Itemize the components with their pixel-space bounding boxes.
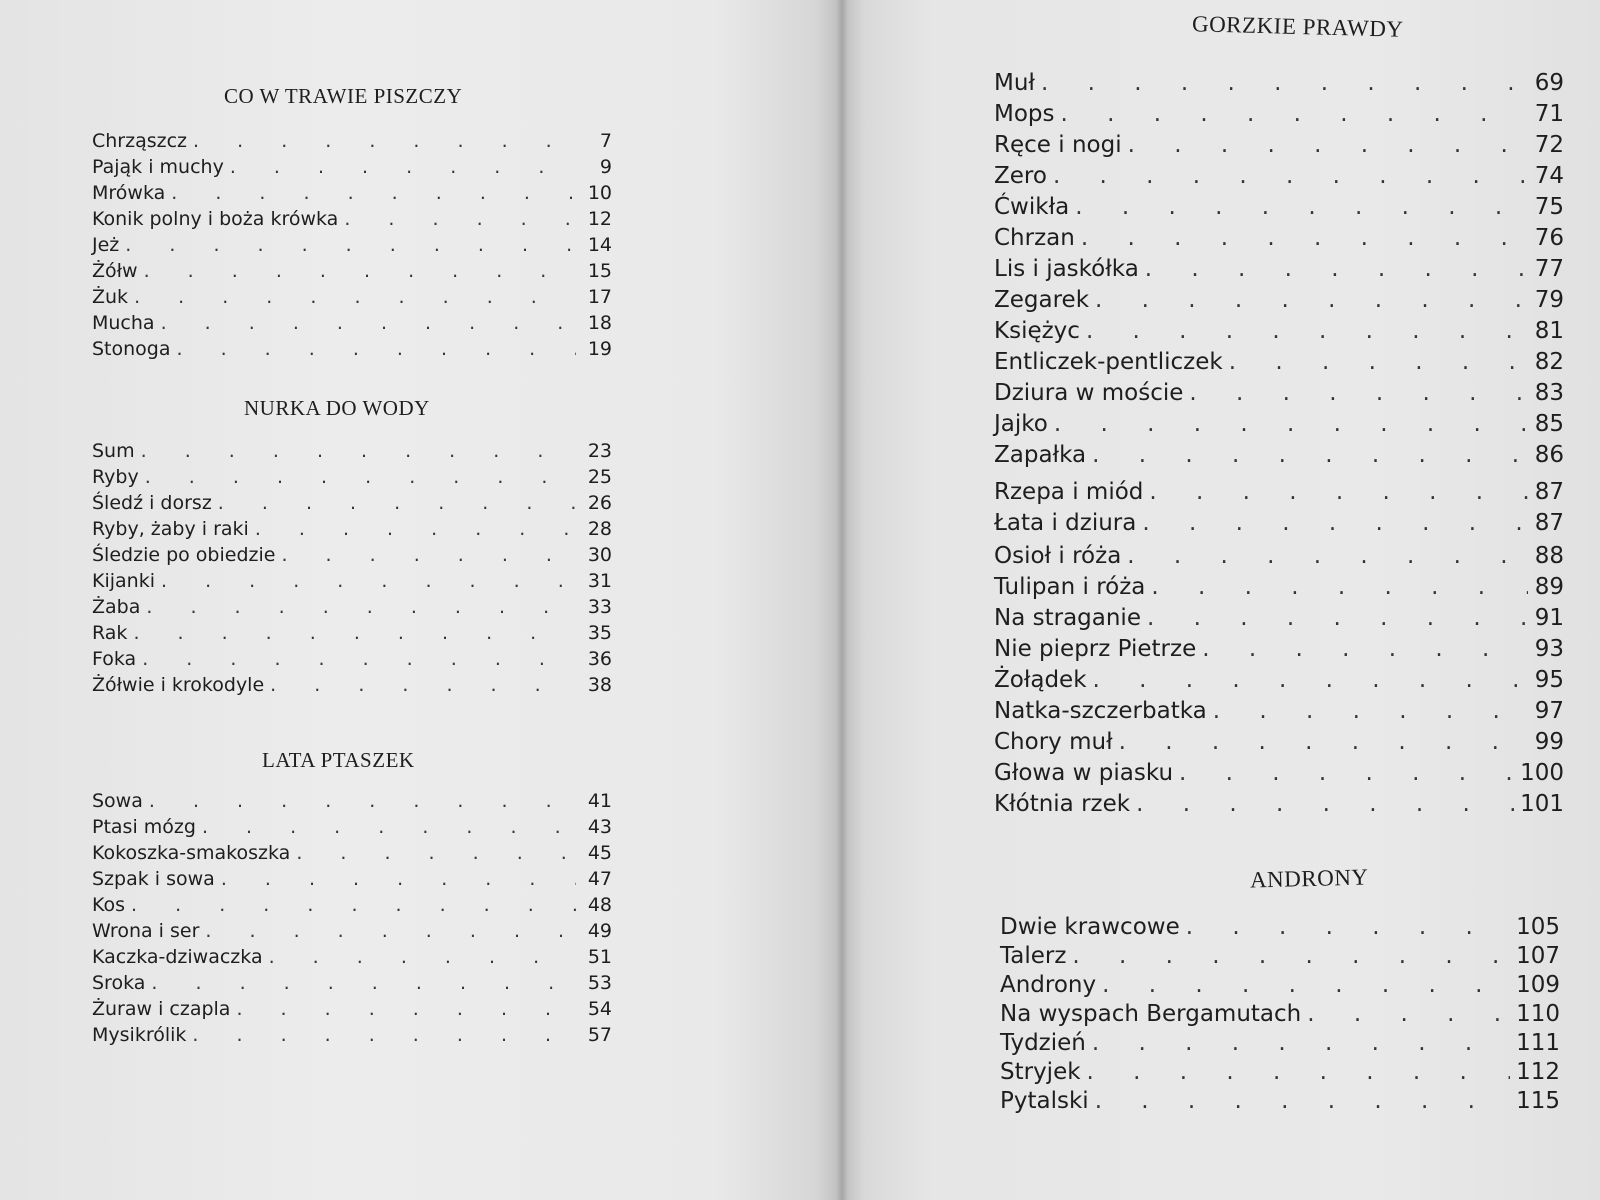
entry-page: 26 [587, 492, 612, 514]
toc-entry [92, 596, 612, 618]
toc-entry [92, 648, 612, 670]
entry-page: 87 [1534, 479, 1564, 505]
toc-entry [92, 156, 612, 178]
dot-leader [1053, 163, 1528, 189]
toc-entry [1000, 943, 1560, 969]
entry-title: Jajko [994, 411, 1048, 437]
toc-entry [994, 163, 1564, 189]
entry-page: 53 [587, 972, 612, 994]
toc-entry [994, 760, 1564, 786]
entry-page: 9 [599, 156, 612, 178]
dot-leader [1229, 349, 1528, 375]
toc-entry [1000, 1088, 1560, 1114]
dot-leader [192, 1024, 576, 1046]
dot-leader [1189, 380, 1528, 406]
toc-entry [994, 411, 1564, 437]
dot-leader [161, 312, 576, 334]
dot-leader [236, 998, 576, 1020]
dot-leader [255, 518, 576, 540]
dot-leader [1147, 605, 1528, 631]
dot-leader [1061, 101, 1529, 127]
dot-leader [1054, 411, 1528, 437]
dot-leader [161, 570, 576, 592]
entry-page: 100 [1520, 760, 1564, 786]
dot-leader [202, 816, 576, 838]
entry-title: Tydzień [1000, 1030, 1086, 1056]
entry-title: Lis i jaskółka [994, 256, 1139, 282]
entry-title: Kaczka-dziwaczka [92, 946, 263, 968]
toc-entry [994, 574, 1564, 600]
toc-entry [994, 729, 1564, 755]
entry-page: 86 [1534, 442, 1564, 468]
toc-entry [994, 101, 1564, 127]
entry-page: 101 [1520, 791, 1564, 817]
dot-leader [1136, 791, 1514, 817]
dot-leader [131, 894, 576, 916]
section-title: ANDRONY [1249, 864, 1369, 893]
toc-entry [92, 466, 612, 488]
right-page [842, 0, 1600, 1200]
entry-page: 18 [587, 312, 612, 334]
toc-entry [994, 698, 1564, 724]
entry-title: Pająk i muchy [92, 156, 224, 178]
entry-title: Kos [92, 894, 126, 916]
entry-title: Na straganie [994, 605, 1141, 631]
entry-title: Głowa w piasku [994, 760, 1174, 786]
entry-page: 74 [1534, 163, 1564, 189]
dot-leader [296, 842, 576, 864]
dot-leader [1151, 574, 1528, 600]
entry-title: Kokoszka-smakoszka [92, 842, 291, 864]
entry-title: Entliczek-pentliczek [994, 349, 1223, 375]
entry-title: Nie pieprz Pietrze [994, 636, 1197, 662]
toc-entry [92, 894, 612, 916]
toc-entry [994, 349, 1564, 375]
entry-page: 41 [587, 790, 612, 812]
entry-title: Mops [994, 101, 1055, 127]
entry-page: 81 [1534, 318, 1564, 344]
entry-title: Kijanki [92, 570, 155, 592]
entry-page: 43 [587, 816, 612, 838]
dot-leader [125, 234, 576, 256]
dot-leader [1095, 287, 1528, 313]
entry-title: Księżyc [994, 318, 1080, 344]
entry-title: Ćwikła [994, 194, 1070, 220]
toc-entry [994, 194, 1564, 220]
toc-entry [994, 605, 1564, 631]
entry-title: Sowa [92, 790, 143, 812]
entry-title: Kłótnia rzek [994, 791, 1131, 817]
entry-page: 15 [587, 260, 612, 282]
entry-page: 91 [1534, 605, 1564, 631]
toc-entry [92, 674, 612, 696]
entry-title: Pytalski [1000, 1088, 1089, 1114]
dot-leader [1307, 1001, 1510, 1027]
dot-leader [145, 466, 576, 488]
entry-page: 112 [1516, 1059, 1560, 1085]
dot-leader [1213, 698, 1528, 724]
toc-entry [92, 338, 612, 360]
entry-page: 25 [587, 466, 612, 488]
toc-entry [994, 318, 1564, 344]
section-title: NURKA DO WODY [244, 396, 430, 420]
dot-leader [177, 338, 576, 360]
entry-page: 7 [599, 130, 612, 152]
entry-page: 79 [1534, 287, 1564, 313]
entry-title: Mrówka [92, 182, 166, 204]
entry-title: Konik polny i boża krówka [92, 208, 339, 230]
entry-title: Natka-szczerbatka [994, 698, 1207, 724]
toc-entry [92, 972, 612, 994]
book-gutter [836, 0, 848, 1200]
toc-entry [92, 130, 612, 152]
entry-page: 89 [1534, 574, 1564, 600]
entry-page: 31 [587, 570, 612, 592]
toc-entry [92, 492, 612, 514]
entry-page: 99 [1534, 729, 1564, 755]
toc-entry [1000, 1001, 1560, 1027]
entry-title: Na wyspach Bergamutach [1000, 1001, 1302, 1027]
dot-leader [133, 622, 576, 644]
entry-page: 51 [587, 946, 612, 968]
entry-page: 83 [1534, 380, 1564, 406]
dot-leader [1102, 972, 1510, 998]
dot-leader [1086, 318, 1528, 344]
entry-page: 95 [1534, 667, 1564, 693]
dot-leader [1127, 543, 1528, 569]
entry-title: Chrząszcz [92, 130, 188, 152]
entry-page: 87 [1534, 510, 1564, 536]
dot-leader [1092, 1030, 1510, 1056]
toc-entry [92, 440, 612, 462]
section-title: GORZKIE PRAWDY [1191, 11, 1404, 42]
entry-page: 49 [587, 920, 612, 942]
entry-title: Zegarek [994, 287, 1090, 313]
dot-leader [1119, 729, 1528, 755]
entry-page: 23 [587, 440, 612, 462]
toc-entry [92, 312, 612, 334]
toc-entry [92, 260, 612, 282]
entry-title: Rak [92, 622, 128, 644]
entry-title: Chrzan [994, 225, 1075, 251]
toc-entry [92, 518, 612, 540]
entry-title: Żuk [92, 286, 129, 308]
entry-page: 17 [587, 286, 612, 308]
entry-title: Dwie krawcowe [1000, 914, 1180, 940]
dot-leader [205, 920, 576, 942]
toc-entry [92, 790, 612, 812]
dot-leader [344, 208, 576, 230]
entry-title: Ręce i nogi [994, 132, 1122, 158]
toc-entry [994, 256, 1564, 282]
entry-title: Sroka [92, 972, 146, 994]
entry-page: 109 [1516, 972, 1560, 998]
entry-page: 110 [1516, 1001, 1560, 1027]
entry-title: Żółwie i krokodyle [92, 674, 265, 696]
toc-entry [1000, 914, 1560, 940]
toc-entry [994, 667, 1564, 693]
toc-entry [1000, 1030, 1560, 1056]
toc-entry [92, 234, 612, 256]
entry-title: Tulipan i róża [994, 574, 1146, 600]
dot-leader [1128, 132, 1528, 158]
entry-title: Sum [92, 440, 135, 462]
dot-leader [151, 972, 576, 994]
toc-entry [92, 208, 612, 230]
entry-page: 88 [1534, 543, 1564, 569]
dot-leader [141, 440, 576, 462]
entry-page: 47 [587, 868, 612, 890]
dot-leader [1081, 225, 1528, 251]
toc-entry [92, 570, 612, 592]
toc-entry [994, 510, 1564, 536]
entry-page: 36 [587, 648, 612, 670]
entry-page: 35 [587, 622, 612, 644]
toc-entry [1000, 1059, 1560, 1085]
dot-leader [146, 596, 576, 618]
entry-title: Muł [994, 70, 1035, 96]
entry-title: Zero [994, 163, 1047, 189]
dot-leader [1145, 256, 1528, 282]
dot-leader [1179, 760, 1514, 786]
dot-leader [281, 544, 576, 566]
toc-entry [92, 544, 612, 566]
dot-leader [1087, 1059, 1511, 1085]
entry-page: 45 [587, 842, 612, 864]
toc-entry [994, 543, 1564, 569]
section-title: CO W TRAWIE PISZCZY [224, 84, 463, 108]
entry-title: Stryjek [1000, 1059, 1081, 1085]
toc-entry [994, 132, 1564, 158]
dot-leader [134, 286, 576, 308]
entry-page: 48 [587, 894, 612, 916]
entry-title: Dziura w moście [994, 380, 1184, 406]
entry-page: 10 [587, 182, 612, 204]
entry-title: Androny [1000, 972, 1097, 998]
toc-entry [92, 286, 612, 308]
toc-entry [994, 287, 1564, 313]
entry-title: Zapałka [994, 442, 1087, 468]
toc-entry [994, 791, 1564, 817]
entry-page: 30 [587, 544, 612, 566]
entry-title: Mysikrólik [92, 1024, 187, 1046]
toc-entry [994, 442, 1564, 468]
entry-title: Jeż [92, 234, 120, 256]
dot-leader [1072, 943, 1510, 969]
entry-title: Szpak i sowa [92, 868, 215, 890]
dot-leader [221, 868, 576, 890]
entry-page: 28 [587, 518, 612, 540]
entry-title: Żołądek [994, 667, 1087, 693]
toc-entry [1000, 972, 1560, 998]
entry-title: Śledzie po obiedzie [92, 544, 276, 566]
toc-entry [994, 70, 1564, 96]
entry-title: Stonoga [92, 338, 171, 360]
entry-title: Łata i dziura [994, 510, 1137, 536]
dot-leader [1092, 442, 1528, 468]
entry-page: 38 [587, 674, 612, 696]
dot-leader [1186, 914, 1510, 940]
entry-page: 85 [1534, 411, 1564, 437]
entry-title: Wrona i ser [92, 920, 200, 942]
toc-entry [92, 816, 612, 838]
toc-entry [92, 622, 612, 644]
entry-title: Żółw [92, 260, 138, 282]
dot-leader [149, 790, 576, 812]
entry-page: 71 [1534, 101, 1564, 127]
entry-page: 54 [587, 998, 612, 1020]
entry-page: 57 [587, 1024, 612, 1046]
toc-entry [92, 1024, 612, 1046]
dot-leader [270, 674, 576, 696]
dot-leader [1095, 1088, 1510, 1114]
entry-title: Żaba [92, 596, 141, 618]
dot-leader [144, 260, 576, 282]
entry-page: 33 [587, 596, 612, 618]
entry-title: Chory muł [994, 729, 1113, 755]
entry-title: Rzepa i miód [994, 479, 1144, 505]
dot-leader [218, 492, 576, 514]
entry-title: Ryby [92, 466, 139, 488]
entry-title: Żuraw i czapla [92, 998, 231, 1020]
toc-entry [92, 998, 612, 1020]
toc-entry [92, 842, 612, 864]
dot-leader [142, 648, 576, 670]
dot-leader [230, 156, 576, 178]
entry-page: 69 [1534, 70, 1564, 96]
entry-title: Ryby, żaby i raki [92, 518, 249, 540]
entry-page: 72 [1534, 132, 1564, 158]
entry-page: 105 [1516, 914, 1560, 940]
dot-leader [269, 946, 576, 968]
entry-page: 76 [1534, 225, 1564, 251]
dot-leader [1093, 667, 1528, 693]
dot-leader [1202, 636, 1528, 662]
toc-entry [92, 868, 612, 890]
dot-leader [171, 182, 576, 204]
entry-title: Ptasi mózg [92, 816, 196, 838]
entry-page: 82 [1534, 349, 1564, 375]
entry-page: 111 [1516, 1030, 1560, 1056]
dot-leader [193, 130, 576, 152]
entry-page: 107 [1516, 943, 1560, 969]
entry-page: 19 [587, 338, 612, 360]
entry-title: Talerz [1000, 943, 1067, 969]
toc-entry [92, 182, 612, 204]
entry-title: Foka [92, 648, 137, 670]
toc-entry [994, 636, 1564, 662]
entry-page: 97 [1534, 698, 1564, 724]
entry-page: 77 [1534, 256, 1564, 282]
dot-leader [1149, 479, 1528, 505]
toc-entry [92, 946, 612, 968]
toc-entry [92, 920, 612, 942]
dot-leader [1041, 70, 1528, 96]
entry-page: 115 [1516, 1088, 1560, 1114]
entry-page: 14 [587, 234, 612, 256]
toc-entry [994, 225, 1564, 251]
dot-leader [1075, 194, 1528, 220]
dot-leader [1142, 510, 1528, 536]
section-title: LATA PTASZEK [262, 748, 415, 772]
entry-title: Mucha [92, 312, 155, 334]
entry-page: 12 [587, 208, 612, 230]
entry-title: Śledź i dorsz [92, 492, 212, 514]
toc-entry [994, 380, 1564, 406]
toc-entry [994, 479, 1564, 505]
entry-title: Osioł i róża [994, 543, 1122, 569]
entry-page: 75 [1534, 194, 1564, 220]
entry-page: 93 [1534, 636, 1564, 662]
